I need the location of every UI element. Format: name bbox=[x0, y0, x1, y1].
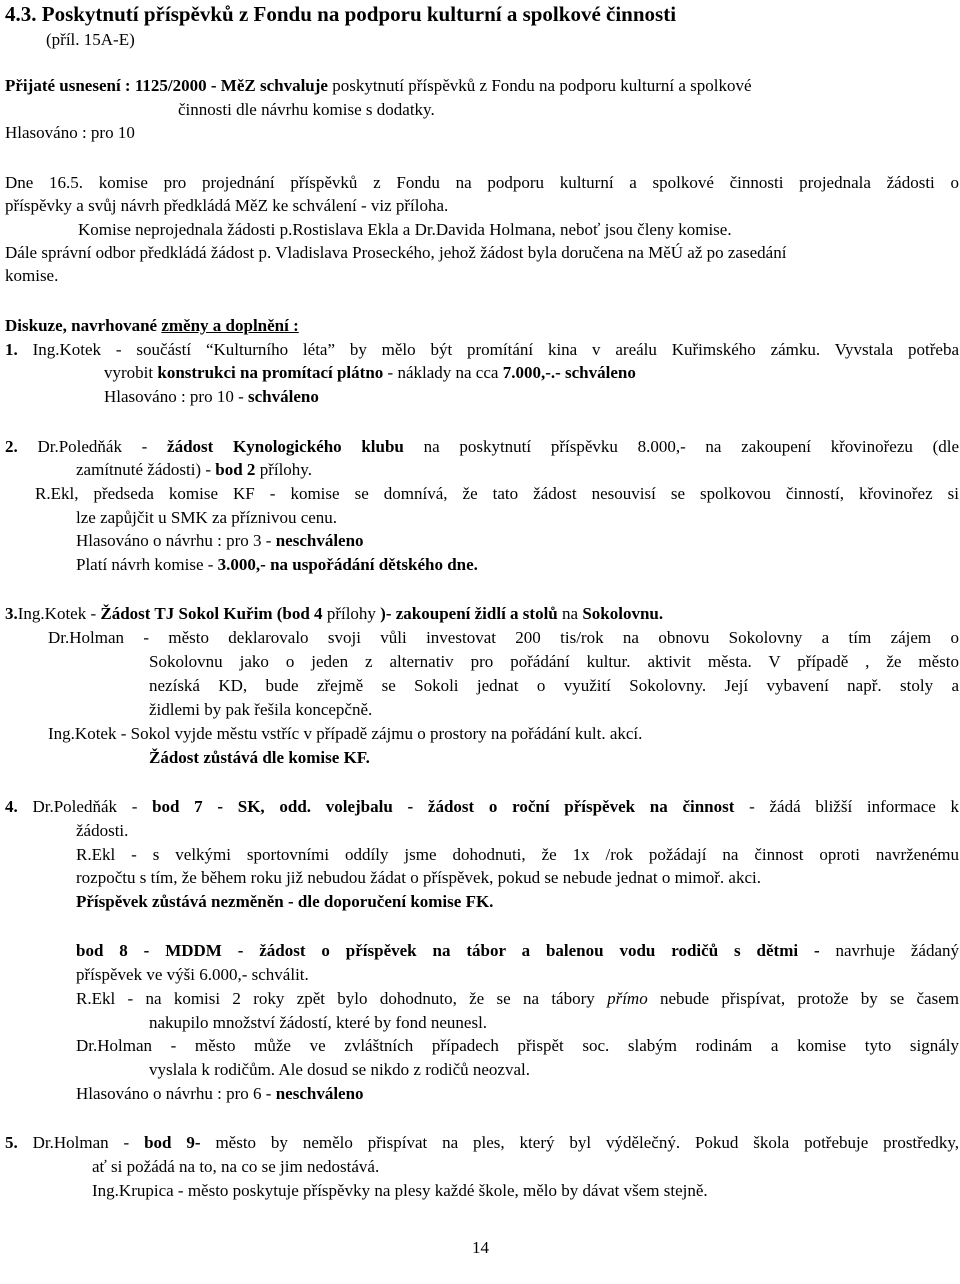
item4-e1b: přímo bbox=[607, 989, 648, 1008]
item4-holman-1: Dr.Holman - město může ve zvláštních případech přispět soc. slabým rodinám a komise tyto signály bbox=[76, 1036, 959, 1055]
item2-l2b: bod 2 bbox=[215, 460, 256, 479]
intro-line-1: Dne 16.5. komise pro projednání příspěvků z Fondu na podporu kulturní a spolkové činnosti projednala žádosti o bbox=[5, 173, 959, 192]
intro-line-2: příspěvky a svůj návrh předkládá MěZ ke schválení - viz příloha. bbox=[5, 196, 449, 215]
discussion-label bbox=[5, 316, 299, 336]
intro-line-5: komise. bbox=[5, 266, 59, 285]
discussion-label-a: Diskuze, navrhované bbox=[5, 316, 162, 335]
item3-l1c: přílohy bbox=[322, 604, 381, 623]
item3-number: 3. bbox=[5, 604, 18, 623]
item4-b1b: MDDM - žádost o příspěvek na tábor a balenou vodu rodičů s dětmi - bbox=[165, 941, 820, 960]
item3-holman-2: Sokolovnu jako o jeden z alternativ pro pořádání kultur. aktivit města. V případě , že město bbox=[149, 652, 959, 671]
item4-vb: neschváleno bbox=[275, 1084, 364, 1103]
item4-number: 4. bbox=[5, 797, 33, 816]
item4-l1a: Poledňák - bbox=[53, 797, 153, 816]
item3-holman-3: nezíská KD, bude zřejmě se Sokoli jednat o využití Sokolovny. Její vybavení např. stoly a bbox=[149, 676, 959, 695]
item5-line-1 bbox=[5, 1133, 959, 1153]
intro-line-3: Komise neprojednala žádosti p.Rostislava Ekla a Dr.Davida Holmana, neboť jsou členy komise. bbox=[78, 220, 732, 239]
item3-kotek-1: Ing.Kotek - Sokol vyjde městu vstříc v případě zájmu o prostory na pořádání kult. akcí. bbox=[48, 724, 643, 743]
section-reference: (příl. 15A-E) bbox=[46, 30, 135, 49]
item4-who: Dr. bbox=[32, 797, 54, 816]
item2-number: 2. bbox=[5, 437, 38, 456]
item2-line-1 bbox=[5, 437, 959, 457]
item3-holman-1: Dr.Holman - město deklarovalo svoji vůli investovat 200 tis/rok na obnovu Sokolovny a tím zájem o bbox=[48, 628, 959, 647]
item1-l2b: konstrukci na promítací plátno bbox=[157, 363, 384, 382]
item2-vote-2 bbox=[76, 555, 478, 575]
item4-line-2: žádosti. bbox=[76, 821, 129, 840]
item2-response-2: lze zapůjčit u SMK za příznivou cenu. bbox=[76, 508, 338, 527]
resolution-label: Přijaté usnesení : 1125/2000 - MěZ schvaluje bbox=[5, 76, 328, 95]
item4-l1c: - žádá bližší informace k bbox=[734, 797, 959, 816]
item3-line-1 bbox=[5, 604, 663, 624]
item4-b1a: bod 8 - bbox=[76, 941, 166, 960]
item5-who: Dr. bbox=[32, 1133, 54, 1152]
resolution-text-1: poskytnutí příspěvků z Fondu na podporu kulturní a spolkové bbox=[332, 76, 752, 95]
item1-l3b: schváleno bbox=[248, 387, 319, 406]
intro-line-4: Dále správní odbor předkládá žádost p. Vladislava Proseckého, jehož žádost byla doručena na MěÚ až po zasedání bbox=[5, 243, 787, 262]
item1-l2a: vyrobit bbox=[104, 363, 158, 382]
section-heading: 4.3. Poskytnutí příspěvků z Fondu na podporu kulturní a spolkové činnosti bbox=[5, 2, 677, 26]
item4-l1b: bod 7 - SK, odd. volejbalu - žádost o roční příspěvek na činnost bbox=[152, 797, 735, 816]
item3-holman-4: židlemi by pak řešila koncepčně. bbox=[149, 700, 373, 719]
item2-l2a: zamítnuté žádosti) - bbox=[76, 460, 216, 479]
item4-va: Hlasováno o návrhu : pro 6 - bbox=[76, 1084, 276, 1103]
item1-l3a: Hlasováno : pro 10 - bbox=[104, 387, 249, 406]
item1-line-2 bbox=[104, 363, 636, 383]
item3-l1f: Sokolovnu. bbox=[582, 604, 664, 623]
discussion-label-b: změny a doplnění : bbox=[161, 316, 299, 335]
item4-ekl-bod8-2: nakupilo množství žádostí, které by fond neunesl. bbox=[149, 1013, 488, 1032]
item4-vote bbox=[76, 1084, 364, 1104]
item5-line-2: ať si požádá na to, na co se jim nedostává. bbox=[92, 1157, 380, 1176]
item5-number: 5. bbox=[5, 1133, 33, 1152]
item5-krupica: Ing.Krupica - město poskytuje příspěvky na plesy každé škole, mělo by dávat všem stejně. bbox=[92, 1181, 708, 1200]
item1-text: Kotek - součástí “Kulturního léta” by mělo být promítání kina v areálu Kuřimského zámku. Vyvstala potřeba bbox=[59, 340, 959, 359]
resolution-line-2: činnosti dle návrhu komise s dodatky. bbox=[178, 100, 435, 119]
item2-l1a: Poledňák - bbox=[58, 437, 168, 456]
item3-l1b: Žádost TJ Sokol Kuřim (bod 4 bbox=[100, 604, 323, 623]
item3-l1e: na bbox=[557, 604, 583, 623]
item2-v1a: Hlasováno o návrhu : pro 3 - bbox=[76, 531, 276, 550]
item2-v1b: neschváleno bbox=[275, 531, 364, 550]
resolution-vote: Hlasováno : pro 10 bbox=[5, 123, 135, 142]
item1-l2d: 7.000,-.- schváleno bbox=[502, 363, 636, 382]
item4-line-1 bbox=[5, 797, 959, 817]
item4-holman-2: vyslala k rodičům. Ale dosud se nikdo z rodičů neozval. bbox=[149, 1060, 530, 1079]
item4-bod8-2: příspěvek ve výši 6.000,- schválit. bbox=[76, 965, 309, 984]
item4-bod8-1 bbox=[76, 941, 959, 961]
item5-l1c: město by nemělo přispívat na ples, který byl výdělečný. Pokud škola potřebuje prostředky, bbox=[200, 1133, 960, 1152]
item4-ekl-3: Příspěvek zůstává nezměněn - dle doporučení komise FK. bbox=[76, 892, 494, 911]
item1-line-1 bbox=[5, 340, 959, 360]
resolution-line-1 bbox=[5, 76, 752, 96]
item4-ekl-bod8-1 bbox=[76, 989, 959, 1009]
item2-line-2 bbox=[76, 460, 312, 480]
item3-l1d: )- zakoupení židlí a stolů bbox=[380, 604, 558, 623]
item4-e1c: nebude přispívat, protože by se časem bbox=[647, 989, 959, 1008]
item1-l2c: - náklady na cca bbox=[383, 363, 503, 382]
item2-v2b: 3.000,- na uspořádání dětského dne. bbox=[217, 555, 478, 574]
item2-response-1: R.Ekl, předseda komise KF - komise se domnívá, že tato žádost nesouvisí se spolkovou činností, křovinořez si bbox=[35, 484, 959, 503]
item1-who: Ing. bbox=[32, 340, 60, 359]
item4-e1a: R.Ekl - na komisi 2 roky zpět bylo dohodnuto, že se na tábory bbox=[76, 989, 608, 1008]
item4-ekl-2: rozpočtu s tím, že během roku již nebudou žádat o příspěvek, pokud se nebude jednat o mimoř. akci. bbox=[76, 868, 761, 887]
item3-who: Ing. bbox=[17, 604, 45, 623]
item1-line-3 bbox=[104, 387, 319, 407]
item4-ekl-1: R.Ekl - s velkými sportovními oddíly jsme dohodnuti, že 1x /rok požádají na činnost oproti navrženému bbox=[76, 845, 959, 864]
item2-vote-1 bbox=[76, 531, 364, 551]
item4-b1c: navrhuje žádaný bbox=[819, 941, 959, 960]
item5-l1a: Holman - bbox=[53, 1133, 145, 1152]
item2-l1c: na poskytnutí příspěvku 8.000,- na zakoupení křovinořezu (dle bbox=[403, 437, 959, 456]
item5-l1b: bod 9- bbox=[144, 1133, 201, 1152]
item1-number: 1. bbox=[5, 340, 33, 359]
page-number: 14 bbox=[472, 1238, 489, 1257]
item2-who: Dr. bbox=[37, 437, 59, 456]
item3-l1a: Kotek - bbox=[44, 604, 101, 623]
item2-l2c: přílohy. bbox=[255, 460, 312, 479]
item2-v2a: Platí návrh komise - bbox=[76, 555, 218, 574]
item2-l1b: žádost Kynologického klubu bbox=[167, 437, 404, 456]
item3-kotek-2: Žádost zůstává dle komise KF. bbox=[149, 748, 370, 767]
